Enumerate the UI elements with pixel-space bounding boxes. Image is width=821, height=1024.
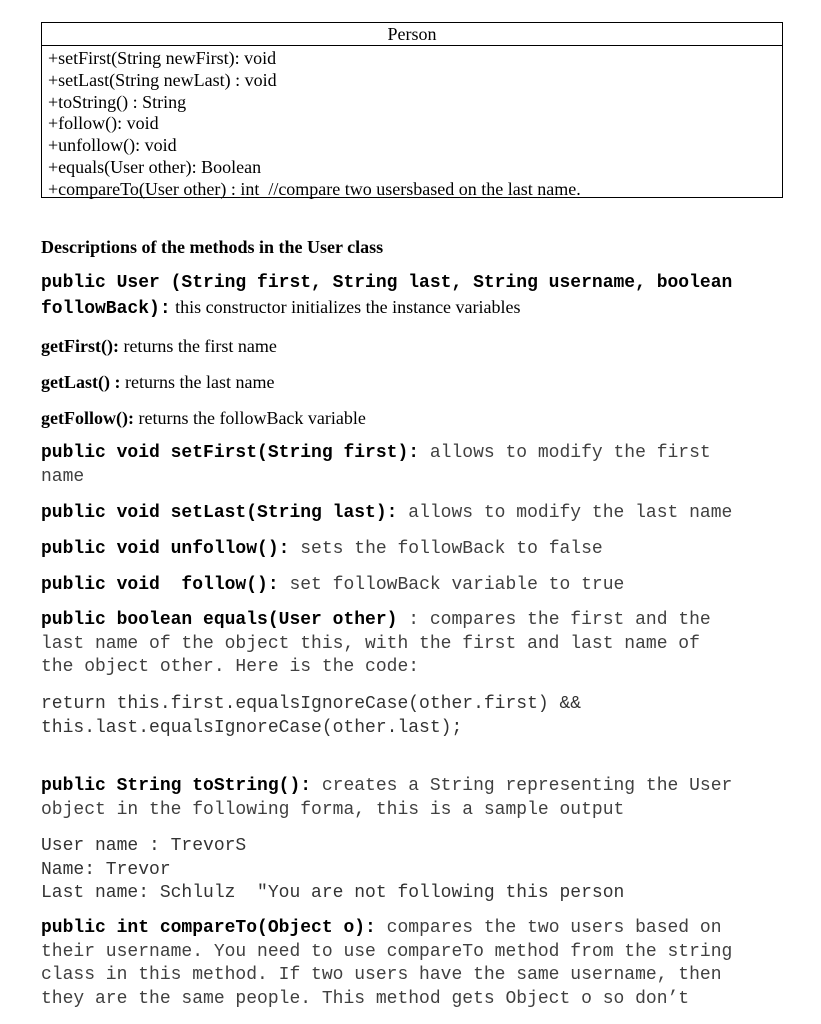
setfirst-description bbox=[41, 442, 786, 489]
setfirst-desc-cont: name bbox=[41, 466, 85, 487]
uml-method: +toString() : String bbox=[48, 91, 187, 112]
compareto-desc-cont: their username. You need to use compareTo method from the string bbox=[41, 941, 733, 962]
setfirst-desc: allows to modify the first bbox=[419, 443, 711, 463]
getfollow-signature: getFollow(): bbox=[41, 408, 134, 428]
compareto-desc-cont: class in this method. If two users have the same username, then bbox=[41, 965, 722, 985]
equals-description bbox=[41, 609, 786, 680]
compareto-description bbox=[41, 917, 786, 1011]
setlast-signature: public void setLast(String last): bbox=[41, 503, 398, 523]
uml-class-box bbox=[41, 22, 783, 198]
getlast-desc: returns the last name bbox=[120, 372, 275, 392]
uml-method: +setLast(String newLast) : void bbox=[48, 69, 277, 90]
sample-output-line: User name : TrevorS bbox=[41, 836, 247, 856]
getfirst-signature: getFirst(): bbox=[41, 336, 119, 356]
setlast-desc: allows to modify the last name bbox=[397, 503, 733, 523]
follow-description bbox=[41, 574, 786, 598]
unfollow-description bbox=[41, 538, 786, 562]
uml-method: +unfollow(): void bbox=[48, 135, 177, 156]
compareto-desc: compares the two users based on bbox=[375, 918, 722, 938]
getfollow-description bbox=[41, 407, 786, 431]
uml-method: +compareTo(User other) : int //compare two usersbased on the last name. bbox=[48, 178, 581, 199]
uml-method-list bbox=[42, 46, 782, 201]
compareto-desc-cont: they are the same people. This method gets Object o so don’t bbox=[41, 988, 690, 1009]
sample-output-line: Last name: Schlulz "You are not following this person bbox=[41, 883, 625, 903]
unfollow-desc: sets the followBack to false bbox=[289, 539, 603, 559]
setfirst-signature: public void setFirst(String first): bbox=[41, 443, 420, 463]
getfollow-desc: returns the followBack variable bbox=[133, 408, 366, 428]
tostring-desc: creates a String representing the User bbox=[311, 776, 733, 796]
constructor-desc: this constructor initializes the instance variables bbox=[170, 296, 521, 317]
uml-method: +equals(User other): Boolean bbox=[48, 156, 262, 177]
follow-desc: set followBack variable to true bbox=[278, 575, 625, 595]
compareto-signature: public int compareTo(Object o): bbox=[41, 918, 376, 938]
equals-code-block bbox=[41, 693, 786, 740]
constructor-description bbox=[41, 272, 786, 321]
uml-method: +setFirst(String newFirst): void bbox=[48, 48, 277, 68]
getlast-description bbox=[41, 371, 786, 395]
tostring-signature: public String toString(): bbox=[41, 776, 312, 796]
equals-desc-cont: last name of the object this, with the first and last name of bbox=[41, 633, 700, 654]
code-line: return this.first.equalsIgnoreCase(other.first) && bbox=[41, 694, 582, 714]
uml-method: +follow(): void bbox=[48, 113, 159, 134]
tostring-sample-output bbox=[41, 835, 786, 906]
getfirst-description bbox=[41, 335, 786, 359]
constructor-signature-cont: followBack): bbox=[41, 298, 171, 319]
section-heading: Descriptions of the methods in the User class bbox=[41, 237, 384, 257]
equals-desc-cont: the object other. Here is the code: bbox=[41, 657, 420, 677]
tostring-desc-cont: object in the following forma, this is a sample output bbox=[41, 799, 625, 820]
equals-desc: : compares the first and the bbox=[397, 610, 711, 630]
uml-class-name: Person bbox=[42, 23, 782, 46]
getlast-signature: getLast() : bbox=[41, 372, 121, 392]
follow-signature: public void follow(): bbox=[41, 575, 279, 595]
unfollow-signature: public void unfollow(): bbox=[41, 539, 290, 559]
equals-signature: public boolean equals(User other) bbox=[41, 610, 398, 630]
constructor-signature: public User (String first, String last, String username, boolean bbox=[41, 273, 733, 293]
setlast-description bbox=[41, 502, 786, 526]
code-line: this.last.equalsIgnoreCase(other.last); bbox=[41, 717, 463, 738]
sample-output-line: Name: Trevor bbox=[41, 859, 171, 880]
tostring-description bbox=[41, 775, 786, 822]
getfirst-desc: returns the first name bbox=[118, 336, 277, 356]
